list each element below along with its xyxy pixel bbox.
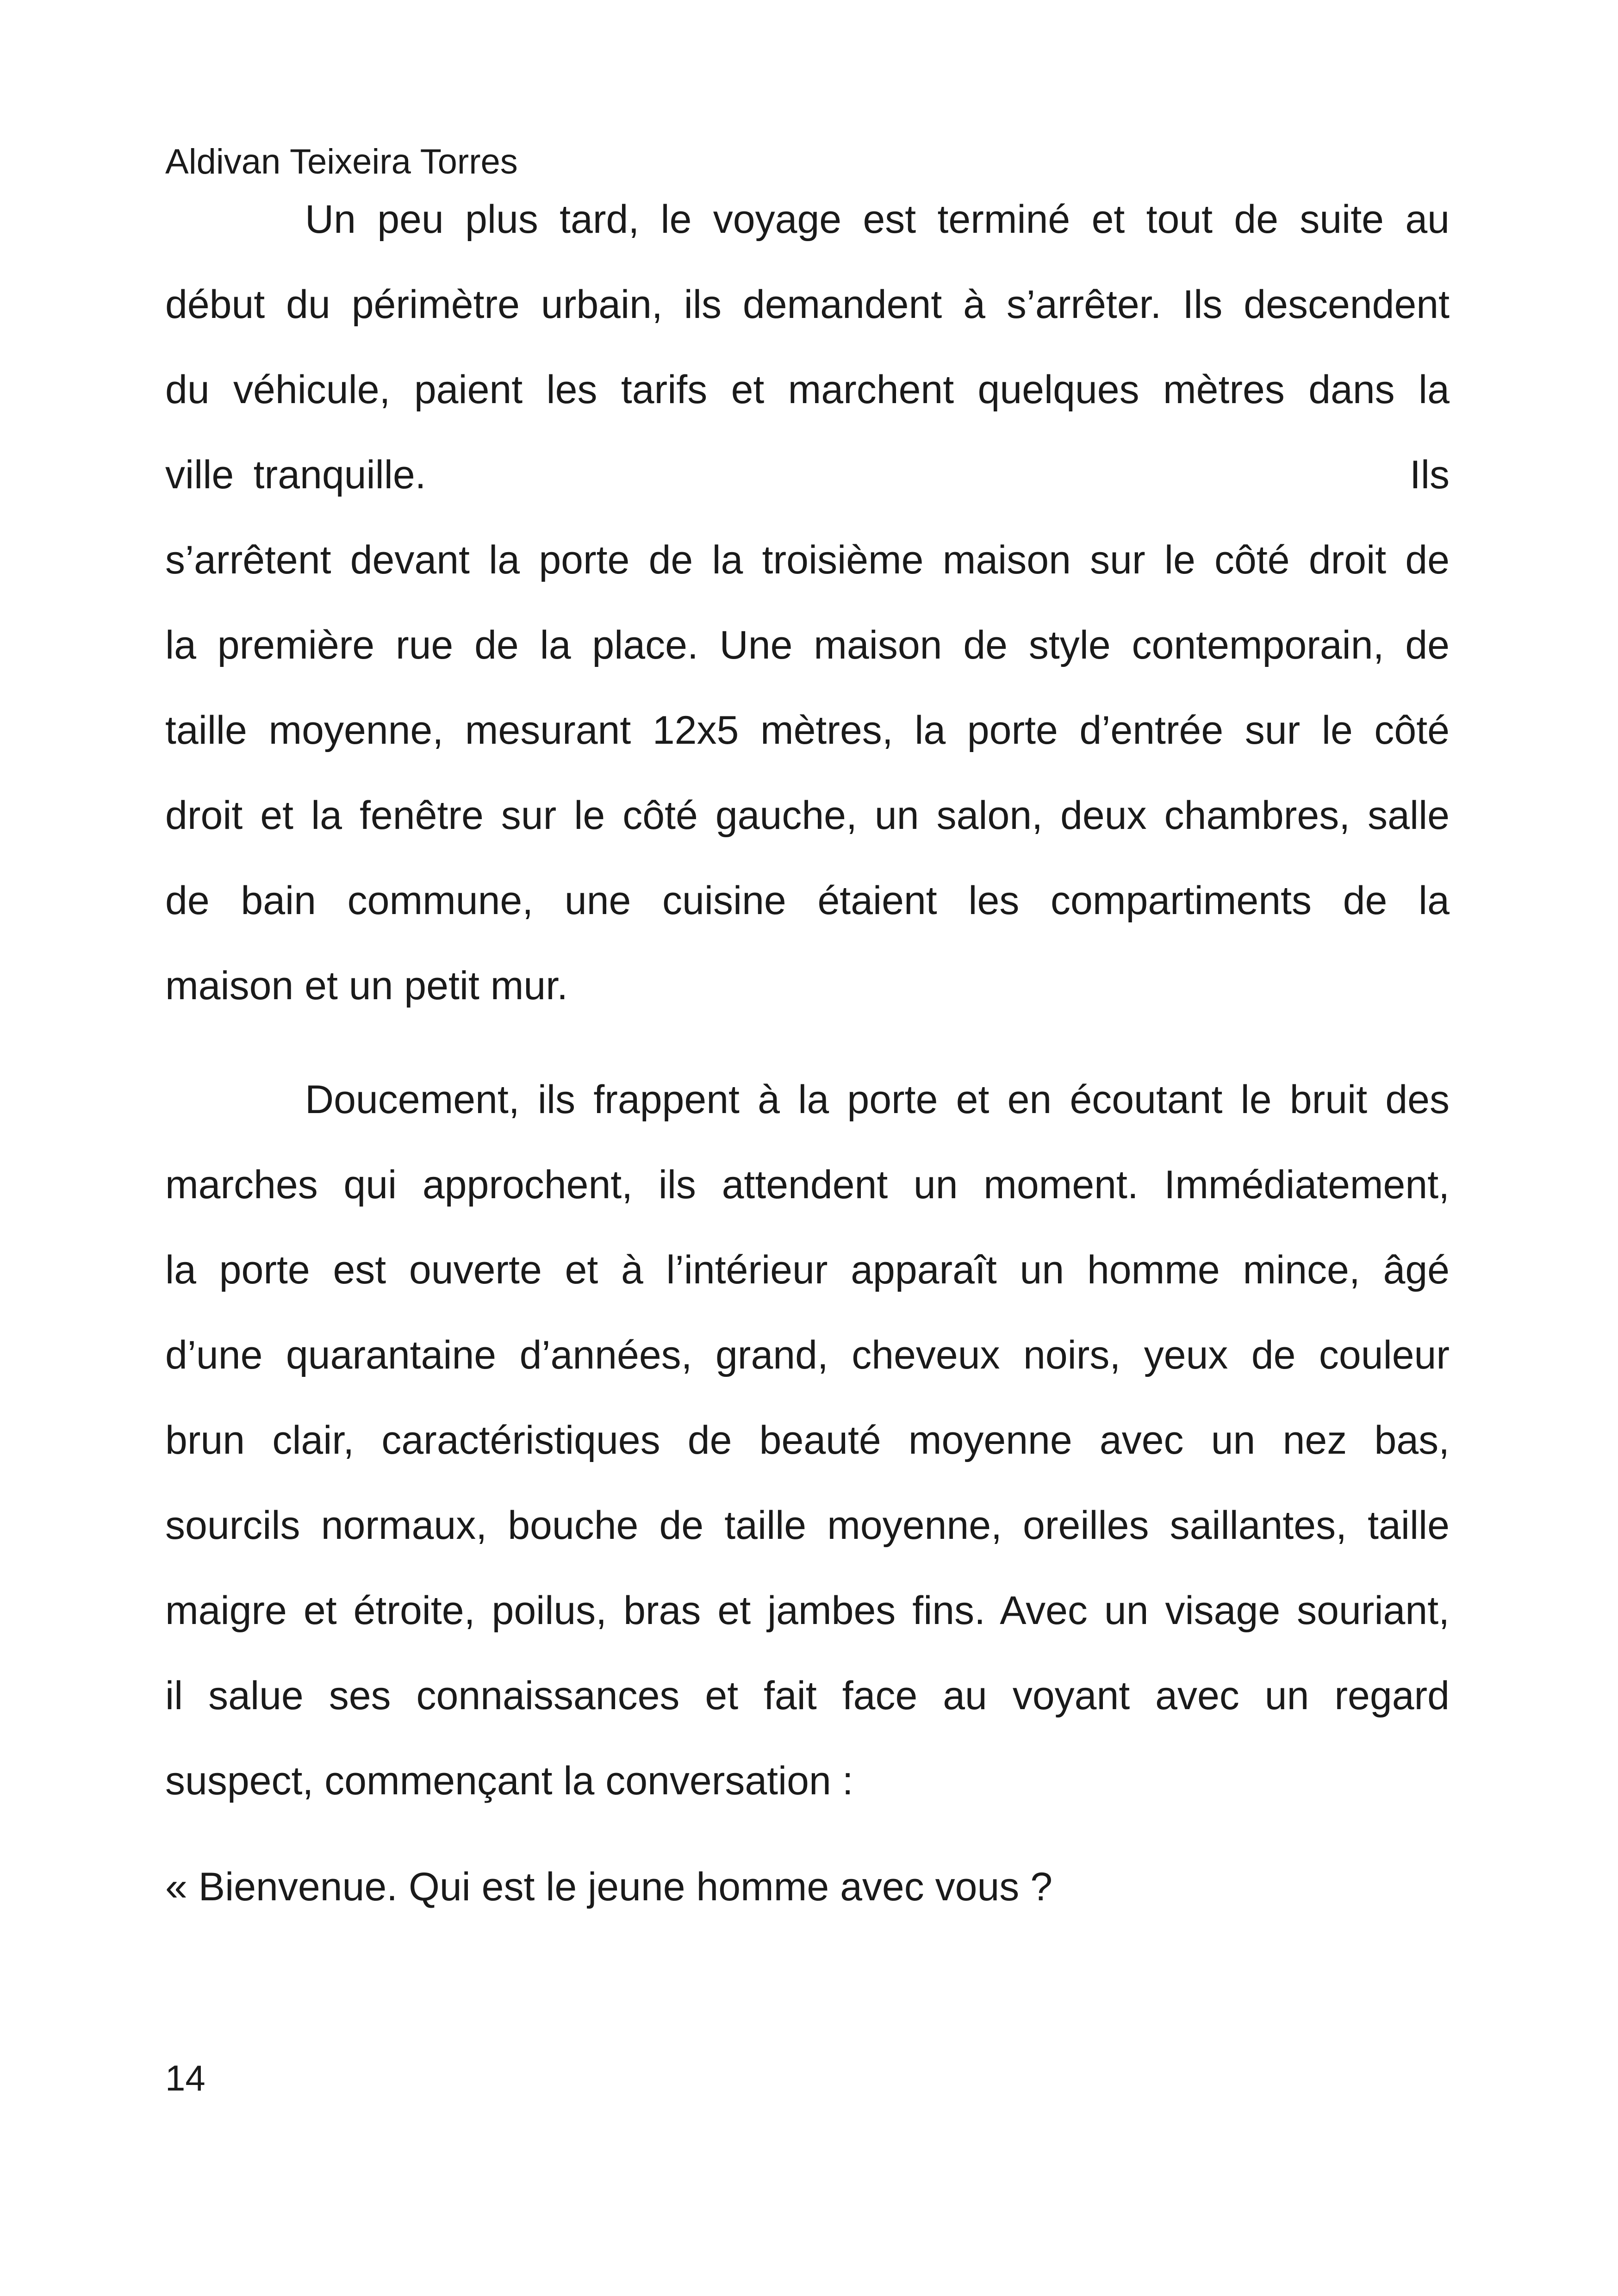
text-line: Doucement, ils frappent à la porte et en écoutant le bruit des — [305, 1077, 1450, 1122]
text-line: début du périmètre urbain, ils demandent à s’arrêter. Ils descendent — [165, 282, 1450, 327]
paragraph-3-dialogue — [165, 1844, 1450, 1929]
text-line: maigre et étroite, poilus, bras et jambes fins. Avec un visage souriant, — [165, 1588, 1450, 1633]
text-line: brun clair, caractéristiques de beauté moyenne avec un nez bas, — [165, 1418, 1450, 1462]
paragraph-2 — [165, 1057, 1450, 1823]
text-line: il salue ses connaissances et fait face au voyant avec un regard — [165, 1674, 1450, 1718]
text-line: droit et la fenêtre sur le côté gauche, un salon, deux chambres, salle — [165, 793, 1450, 838]
text-line: marches qui approchent, ils attendent un moment. Immédiatement, — [165, 1163, 1450, 1207]
text-line: du véhicule, paient les tarifs et marchent quelques mètres dans la — [165, 367, 1450, 412]
text-line: s’arrêtent devant la porte de la troisième maison sur le côté droit de — [165, 538, 1450, 582]
text-line: de bain commune, une cuisine étaient les compartiments de la — [165, 878, 1450, 923]
text-line: ville tranquille. Ils — [165, 453, 1450, 497]
text-line: « Bienvenue. Qui est le jeune homme avec vous ? — [165, 1865, 1053, 1909]
paragraph-1 — [165, 177, 1450, 1028]
text-line: taille moyenne, mesurant 12x5 mètres, la porte d’entrée sur le côté — [165, 708, 1450, 753]
text-line: la porte est ouverte et à l’intérieur apparaît un homme mince, âgé — [165, 1248, 1450, 1292]
page-number: 14 — [165, 2058, 205, 2098]
text-line: suspect, commençant la conversation : — [165, 1759, 853, 1803]
text-line: d’une quarantaine d’années, grand, cheveux noirs, yeux de couleur — [165, 1333, 1450, 1377]
text-line: la première rue de la place. Une maison de style contemporain, de — [165, 623, 1450, 667]
text-line: Un peu plus tard, le voyage est terminé et tout de suite au — [305, 197, 1450, 242]
running-header-author: Aldivan Teixeira Torres — [165, 142, 518, 181]
text-line: sourcils normaux, bouche de taille moyenne, oreilles saillantes, taille — [165, 1503, 1450, 1548]
text-line: maison et un petit mur. — [165, 964, 568, 1008]
